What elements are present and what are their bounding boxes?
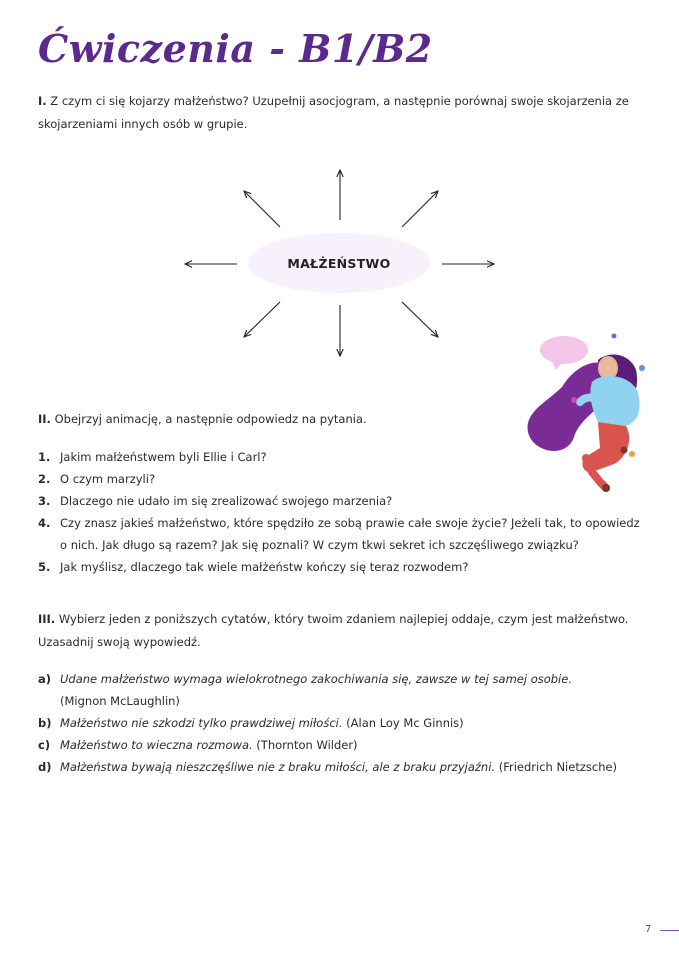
quote-text: Małżeństwa bywają nieszczęśliwe nie z braku miłości, ale z braku przyjaźni.	[60, 760, 496, 774]
quote-letter: a)	[38, 672, 52, 686]
section-1-instruction	[38, 90, 646, 136]
quote-author: (Alan Loy Mc Ginnis)	[342, 716, 464, 730]
page-title: Ćwiczenia - B1/B2	[38, 26, 433, 71]
section-3-instruction	[38, 608, 646, 654]
question-number: 4.	[38, 516, 51, 530]
arrow-up-left	[244, 191, 280, 227]
arrow-down-left	[244, 302, 280, 337]
question-number: 1.	[38, 450, 51, 464]
quote-item	[38, 756, 648, 778]
question-text: Jak myślisz, dlaczego tak wiele małżeństw kończy się teraz rozwodem?	[60, 560, 469, 574]
question-text: Dlaczego nie udało im się zrealizować swojego marzenia?	[60, 494, 393, 508]
section-2-text: Obejrzyj animację, a następnie odpowiedz na pytania.	[50, 412, 367, 426]
section-2-number: II.	[38, 412, 51, 426]
diagram-center-word: MAŁŻEŃSTWO	[248, 233, 430, 293]
quote-letter: b)	[38, 716, 52, 730]
quote-item	[38, 712, 648, 734]
quote-list	[38, 668, 648, 778]
quote-author: (Friedrich Nietzsche)	[495, 760, 618, 774]
question-text: O czym marzyli?	[60, 472, 156, 486]
section-1-number: I.	[38, 94, 47, 108]
section-3-text: Wybierz jeden z poniższych cytatów, który twoim zdaniem najlepiej oddaje, czym jest małżeństwo. Uzasadnij swoją wypowiedź.	[38, 612, 629, 649]
question-item	[38, 512, 648, 556]
page-number: 7	[645, 924, 652, 935]
question-item	[38, 468, 648, 490]
page-number-divider	[660, 930, 679, 931]
section-2-instruction	[38, 408, 646, 431]
quote-text: Małżeństwo to wieczna rozmowa.	[60, 738, 253, 752]
question-item	[38, 446, 648, 468]
question-number: 2.	[38, 472, 51, 486]
question-text: Czy znasz jakieś małżeństwo, które spędziło ze sobą prawie całe swoje życie? Jeżeli tak, to opowiedz o nich. Jak długo są razem? Jak się poznali? W czym tkwi sekret ich szczęśliwego związku?	[60, 516, 640, 552]
quote-author: (Mignon McLaughlin)	[60, 694, 180, 708]
quote-text: Udane małżeństwo wymaga wielokrotnego zakochiwania się, zawsze w tej samej osobie.	[60, 672, 572, 686]
question-item	[38, 490, 648, 512]
question-list	[38, 446, 648, 578]
question-text: Jakim małżeństwem byli Ellie i Carl?	[60, 450, 267, 464]
quote-item	[38, 668, 648, 712]
quote-author: (Thornton Wilder)	[252, 738, 358, 752]
question-number: 3.	[38, 494, 51, 508]
quote-item	[38, 734, 648, 756]
arrow-up-right	[402, 191, 438, 227]
arrow-down-right	[402, 302, 438, 337]
section-1-text: Z czym ci się kojarzy małżeństwo? Uzupełnij asocjogram, a następnie porównaj swoje skojarzenia ze skojarzeniami innych osób w grupie.	[38, 94, 629, 131]
question-item	[38, 556, 648, 578]
section-3-number: III.	[38, 612, 56, 626]
quote-letter: d)	[38, 760, 52, 774]
question-number: 5.	[38, 560, 51, 574]
quote-letter: c)	[38, 738, 51, 752]
quote-text: Małżeństwo nie szkodzi tylko prawdziwej miłości.	[60, 716, 343, 730]
